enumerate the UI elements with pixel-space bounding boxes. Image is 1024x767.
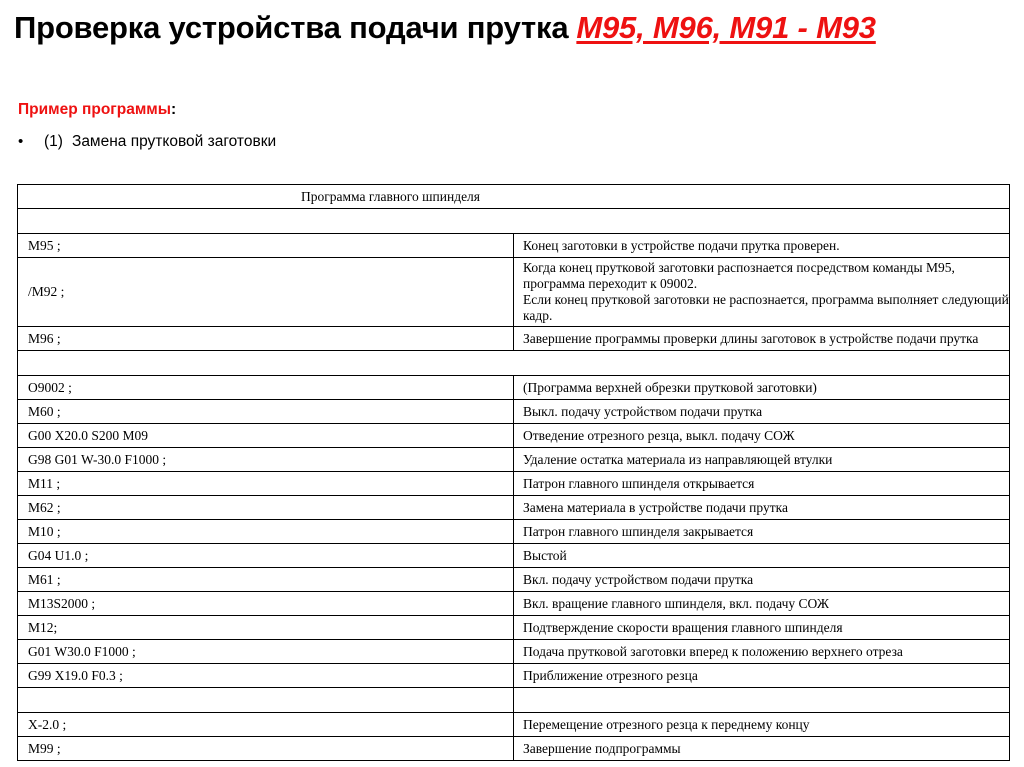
table-cell-description [514,688,1010,713]
table-cell-description: Приближение отрезного резца [514,664,1010,688]
table-cell-code: G98 G01 W-30.0 F1000 ; [18,448,514,472]
table-cell-description: Завершение подпрограммы [514,737,1010,761]
table-cell-code: G01 W30.0 F1000 ; [18,640,514,664]
table-row [18,520,1010,544]
table-row [18,568,1010,592]
table-cell-code: X-2.0 ; [18,713,514,737]
table-row [18,592,1010,616]
table-cell-code: M12; [18,616,514,640]
table-cell-code: M11 ; [18,472,514,496]
table-cell-code: /M92 ; [18,258,514,327]
table-row [18,258,1010,327]
table-cell-description: Патрон главного шпинделя закрывается [514,520,1010,544]
table-row [18,713,1010,737]
table-cell-description: Вкл. вращение главного шпинделя, вкл. подачу СОЖ [514,592,1010,616]
table-row [18,640,1010,664]
table-spacer-row [18,209,1010,234]
table-cell-code: M10 ; [18,520,514,544]
table-cell-description: Выстой [514,544,1010,568]
table-cell-code: M61 ; [18,568,514,592]
table-cell-description: Патрон главного шпинделя открывается [514,472,1010,496]
table-cell-code: G00 X20.0 S200 M09 [18,424,514,448]
subheading-colon: : [171,101,177,118]
bullet-item [18,132,276,152]
table-spacer-row [18,351,1010,376]
table-row [18,376,1010,400]
table-cell-description: Отведение отрезного резца, выкл. подачу СОЖ [514,424,1010,448]
table-row [18,664,1010,688]
table-cell-code: M13S2000 ; [18,592,514,616]
program-table [17,184,1010,761]
table-cell-description-line2: Если конец прутковой заготовки не распознается, программа выполняет следующий кадр. [523,292,1009,323]
table-cell-description: Вкл. подачу устройством подачи прутка [514,568,1010,592]
table-row [18,424,1010,448]
table-cell-description: (Программа верхней обрезки прутковой заготовки) [514,376,1010,400]
subheading-label: Пример программы [18,101,172,118]
program-table-body [18,185,1010,761]
table-cell-code: M62 ; [18,496,514,520]
table-cell-code: O9002 ; [18,376,514,400]
table-row [18,448,1010,472]
bullet-number: (1) [44,133,63,150]
table-row [18,737,1010,761]
table-cell-description: Конец заготовки в устройстве подачи прутка проверен. [514,234,1010,258]
subheading [18,100,176,120]
table-header-row [18,185,1010,209]
table-row [18,544,1010,568]
table-cell-code: M99 ; [18,737,514,761]
page-title-codes: M95, M96, M91 - M93 [576,10,876,45]
table-row [18,234,1010,258]
table-row [18,400,1010,424]
table-cell-code: M95 ; [18,234,514,258]
table-cell-description: Подтверждение скорости вращения главного шпинделя [514,616,1010,640]
table-row [18,472,1010,496]
table-row [18,327,1010,351]
table-header-cell [18,185,1010,209]
table-cell-description: Подача прутковой заготовки вперед к положению верхнего отреза [514,640,1010,664]
table-cell-description: Удаление остатка материала из направляющей втулки [514,448,1010,472]
table-header-label: Программа главного шпинделя [300,188,481,204]
table-cell-code [18,688,514,713]
table-cell-description: Перемещение отрезного резца к переднему концу [514,713,1010,737]
bullet-text: Замена прутковой заготовки [71,133,277,150]
table-cell-code: G99 X19.0 F0.3 ; [18,664,514,688]
table-cell-description [514,258,1010,327]
table-cell-code: G04 U1.0 ; [18,544,514,568]
bullet-marker-icon: • [18,133,24,150]
table-cell-description: Завершение программы проверки длины заготовок в устройстве подачи прутка [514,327,1010,351]
table-cell-code: M96 ; [18,327,514,351]
table-spacer-cell [18,209,1010,234]
table-row [18,496,1010,520]
table-spacer-cell [18,351,1010,376]
page-title [14,8,1014,48]
table-spacer-row [18,688,1010,713]
table-cell-description: Выкл. подачу устройством подачи прутка [514,400,1010,424]
table-cell-description: Замена материала в устройстве подачи прутка [514,496,1010,520]
page-title-main: Проверка устройства подачи прутка [14,10,569,45]
table-cell-code: M60 ; [18,400,514,424]
table-row [18,616,1010,640]
table-cell-description-line1: Когда конец прутковой заготовки распознается посредством команды M95, программа переходит к 09002. [523,260,955,291]
